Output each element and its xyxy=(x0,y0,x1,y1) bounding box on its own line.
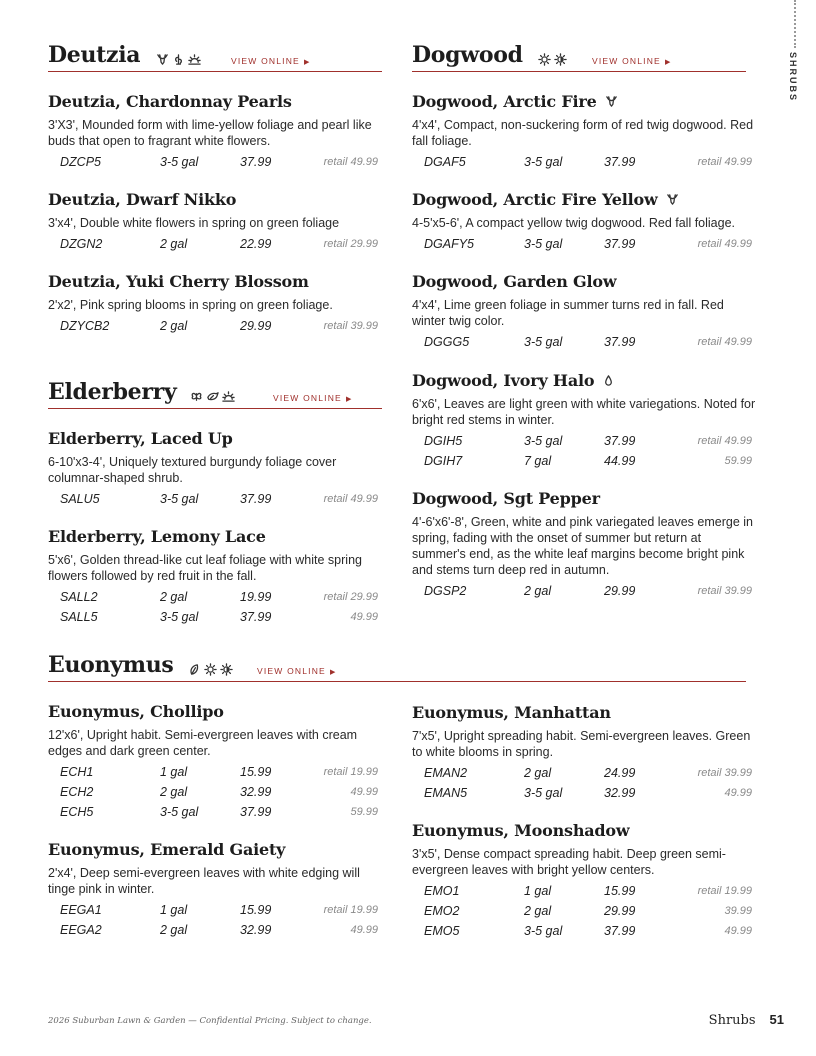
retail-price: retail 39.99 xyxy=(697,767,752,779)
product-name-text: Euonymus, Chollipo xyxy=(48,702,224,721)
butterfly-icon xyxy=(190,390,203,403)
product-euonymus-moonshadow xyxy=(412,821,756,942)
product-name-text: Euonymus, Moonshadow xyxy=(412,821,630,840)
product-name xyxy=(412,190,756,209)
product-description: 3'x4', Double white flowers in spring on green foliage xyxy=(48,216,340,230)
product-name xyxy=(412,92,756,111)
sun-icon xyxy=(222,390,235,403)
price: 37.99 xyxy=(240,805,272,819)
sku: EMO2 xyxy=(424,904,460,918)
retail-price: retail 19.99 xyxy=(697,885,752,897)
sku: SALL5 xyxy=(60,610,98,624)
product-name xyxy=(412,272,756,291)
price: 32.99 xyxy=(240,785,272,799)
sun-icon xyxy=(538,53,551,66)
deer-resistant-icon xyxy=(666,193,679,206)
retail-price: retail 49.99 xyxy=(697,156,752,168)
container-size: 3-5 gal xyxy=(524,434,563,448)
container-size: 3-5 gal xyxy=(524,237,563,251)
retail-price: 39.99 xyxy=(724,905,752,917)
container-size: 2 gal xyxy=(160,237,188,251)
footer-section-name: Shrubs xyxy=(708,1013,756,1028)
sku: ECH2 xyxy=(60,785,94,799)
retail-price: 49.99 xyxy=(350,786,378,798)
price: 37.99 xyxy=(604,237,636,251)
deer-resistant-icon xyxy=(156,53,169,66)
price: 37.99 xyxy=(240,492,272,506)
product-name xyxy=(412,371,756,390)
price: 37.99 xyxy=(604,155,636,169)
price-row xyxy=(412,902,756,922)
sku: SALU5 xyxy=(60,492,100,506)
container-size: 3-5 gal xyxy=(524,786,563,800)
sku: DZCP5 xyxy=(60,155,101,169)
product-name xyxy=(48,272,382,291)
sku: DGSP2 xyxy=(424,584,467,598)
product-name xyxy=(412,489,756,508)
product-name xyxy=(412,821,756,840)
price: 32.99 xyxy=(604,786,636,800)
product-description: 12'x6', Upright habit. Semi-evergreen leaves with cream edges and dark green center. xyxy=(48,728,358,758)
product-name-text: Euonymus, Emerald Gaiety xyxy=(48,840,286,859)
container-size: 3-5 gal xyxy=(160,155,199,169)
sku: DGIH5 xyxy=(424,434,463,448)
price-row xyxy=(48,921,382,941)
retail-price: retail 49.99 xyxy=(697,336,752,348)
sku: ECH5 xyxy=(60,805,94,819)
view-online-link[interactable] xyxy=(257,666,337,676)
retail-price: 49.99 xyxy=(724,787,752,799)
price: 15.99 xyxy=(604,884,636,898)
product-description: 4'x4', Compact, non-suckering form of red twig dogwood. Red fall foliage. xyxy=(412,118,754,148)
container-size: 2 gal xyxy=(524,904,552,918)
sku: DGAFY5 xyxy=(424,237,475,251)
sku: EEGA1 xyxy=(60,903,102,917)
footer-note: 2026 Suburban Lawn & Garden — Confidential Pricing. Subject to change. xyxy=(48,1016,372,1026)
container-size: 3-5 gal xyxy=(524,155,563,169)
container-size: 1 gal xyxy=(524,884,552,898)
deer-resistant-icon xyxy=(605,95,618,108)
product-description: 4'-6'x6'-8', Green, white and pink variegated leaves emerge in spring, fading with the onset of summer but return at summer's end, as the white leaf margins become bright pink and stems turn deep red in autumn. xyxy=(412,515,753,577)
sku: DZYCB2 xyxy=(60,319,110,333)
container-size: 2 gal xyxy=(524,766,552,780)
section-icons xyxy=(156,53,201,66)
product-name xyxy=(48,92,382,111)
price-row xyxy=(412,582,756,602)
product-name xyxy=(412,703,756,722)
price-row xyxy=(412,922,756,942)
sun-icon xyxy=(204,663,217,676)
container-size: 2 gal xyxy=(160,923,188,937)
container-size: 1 gal xyxy=(160,765,188,779)
price-row xyxy=(412,764,756,784)
container-size: 3-5 gal xyxy=(160,492,199,506)
product-name-text: Dogwood, Sgt Pepper xyxy=(412,489,600,508)
product-euonymus-chollipo xyxy=(48,702,382,823)
sun-icon xyxy=(188,53,201,66)
view-online-link[interactable] xyxy=(592,56,672,66)
price: 32.99 xyxy=(240,923,272,937)
pollinator-icon xyxy=(172,53,185,66)
container-size: 2 gal xyxy=(160,319,188,333)
product-description: 6'x6', Leaves are light green with white variegations. Noted for bright red stems in winter. xyxy=(412,397,756,427)
play-arrow-icon: ▶ xyxy=(345,396,353,403)
container-size: 3-5 gal xyxy=(524,924,563,938)
retail-price: 49.99 xyxy=(724,925,752,937)
product-euonymus-manhattan xyxy=(412,703,756,804)
sku: DGAF5 xyxy=(424,155,466,169)
product-name-text: Euonymus, Manhattan xyxy=(412,703,611,722)
product-deutzia-dwarf-nikko xyxy=(48,190,382,255)
container-size: 2 gal xyxy=(160,785,188,799)
product-name-text: Dogwood, Ivory Halo xyxy=(412,371,595,390)
price-row xyxy=(48,783,382,803)
product-name-text: Deutzia, Dwarf Nikko xyxy=(48,190,237,209)
section-icons xyxy=(538,53,567,66)
price: 37.99 xyxy=(604,924,636,938)
retail-price: 59.99 xyxy=(350,806,378,818)
play-arrow-icon: ▶ xyxy=(664,59,672,66)
product-name-text: Elderberry, Laced Up xyxy=(48,429,233,448)
part-sun-icon xyxy=(554,53,567,66)
section-icons xyxy=(190,390,235,403)
price-row xyxy=(412,235,756,255)
price-row xyxy=(412,882,756,902)
retail-price: retail 49.99 xyxy=(697,238,752,250)
price: 24.99 xyxy=(604,766,636,780)
side-tab-label: SHRUBS xyxy=(788,52,798,103)
product-deutzia-chardonnay-pearls xyxy=(48,92,382,173)
price: 29.99 xyxy=(240,319,272,333)
section-header-euonymus xyxy=(48,652,746,682)
product-description: 3'x5', Dense compact spreading habit. Deep green semi-evergreen leaves with bright yellow centers. xyxy=(412,847,726,877)
product-description: 4'x4', Lime green foliage in summer turns red in fall. Red winter twig color. xyxy=(412,298,724,328)
price-row xyxy=(412,452,756,472)
product-dogwood-arctic-fire-yellow xyxy=(412,190,756,255)
price: 29.99 xyxy=(604,904,636,918)
price: 44.99 xyxy=(604,454,636,468)
price-row xyxy=(48,763,382,783)
price: 37.99 xyxy=(240,610,272,624)
sku: EMAN2 xyxy=(424,766,468,780)
product-name xyxy=(48,190,382,209)
section-icons xyxy=(188,663,233,676)
sku: DZGN2 xyxy=(60,237,103,251)
section-title: Elderberry xyxy=(48,379,177,405)
price: 22.99 xyxy=(240,237,272,251)
product-description: 5'x6', Golden thread-like cut leaf foliage with white spring flowers followed by red fruit in the fall. xyxy=(48,553,362,583)
price-row xyxy=(48,901,382,921)
price-row xyxy=(412,333,756,353)
container-size: 2 gal xyxy=(160,590,188,604)
retail-price: retail 39.99 xyxy=(697,585,752,597)
retail-price: 49.99 xyxy=(350,924,378,936)
product-dogwood-ivory-halo xyxy=(412,371,756,472)
sku: EMO5 xyxy=(424,924,460,938)
price-row xyxy=(48,235,382,255)
container-size: 7 gal xyxy=(524,454,552,468)
price: 37.99 xyxy=(240,155,272,169)
price-row xyxy=(412,432,756,452)
view-online-link[interactable] xyxy=(273,393,353,403)
product-name xyxy=(48,702,382,721)
price: 19.99 xyxy=(240,590,272,604)
section-header-deutzia xyxy=(48,42,382,72)
section-header-elderberry xyxy=(48,379,382,409)
price-row xyxy=(48,588,382,608)
sku: DGIH7 xyxy=(424,454,463,468)
view-online-label[interactable]: VIEW ONLINE xyxy=(592,56,661,66)
product-name-text: Deutzia, Chardonnay Pearls xyxy=(48,92,292,111)
retail-price: 59.99 xyxy=(724,455,752,467)
retail-price: retail 19.99 xyxy=(323,766,378,778)
product-description: 2'x2', Pink spring blooms in spring on green foliage. xyxy=(48,298,333,312)
container-size: 3-5 gal xyxy=(524,335,563,349)
section-title: Euonymus xyxy=(48,652,174,678)
product-description: 2'x4', Deep semi-evergreen leaves with white edging will tinge pink in winter. xyxy=(48,866,360,896)
product-description: 7'x5', Upright spreading habit. Semi-evergreen leaves. Green to white blooms in spring. xyxy=(412,729,751,759)
side-tab xyxy=(788,0,802,110)
sku: DGGG5 xyxy=(424,335,470,349)
retail-price: 49.99 xyxy=(350,611,378,623)
retail-price: retail 19.99 xyxy=(323,904,378,916)
section-title: Dogwood xyxy=(412,42,523,68)
price-row xyxy=(48,608,382,628)
section-title: Deutzia xyxy=(48,42,141,68)
view-online-link[interactable] xyxy=(231,56,311,66)
sku: EMO1 xyxy=(424,884,460,898)
price: 15.99 xyxy=(240,903,272,917)
product-name xyxy=(48,527,382,546)
container-size: 2 gal xyxy=(524,584,552,598)
play-arrow-icon: ▶ xyxy=(303,59,311,66)
price: 37.99 xyxy=(604,434,636,448)
view-online-label[interactable]: VIEW ONLINE xyxy=(273,393,342,403)
sku: SALL2 xyxy=(60,590,98,604)
product-euonymus-emerald-gaiety xyxy=(48,840,382,941)
price-row xyxy=(48,490,382,510)
retail-price: retail 29.99 xyxy=(323,591,378,603)
view-online-label[interactable]: VIEW ONLINE xyxy=(231,56,300,66)
price: 29.99 xyxy=(604,584,636,598)
product-name-text: Dogwood, Garden Glow xyxy=(412,272,617,291)
section-header-dogwood xyxy=(412,42,746,72)
product-name xyxy=(48,429,382,448)
product-description: 6-10'x3-4', Uniquely textured burgundy foliage cover columnar-shaped shrub. xyxy=(48,455,337,485)
sku: ECH1 xyxy=(60,765,94,779)
bird-icon xyxy=(206,390,219,403)
container-size: 1 gal xyxy=(160,903,188,917)
price-row xyxy=(48,803,382,823)
price-row xyxy=(412,784,756,804)
product-dogwood-garden-glow xyxy=(412,272,756,353)
product-description: 4-5'x5-6', A compact yellow twig dogwood. Red fall foliage. xyxy=(412,216,736,230)
side-tab-dots xyxy=(794,0,796,48)
part-sun-icon xyxy=(220,663,233,676)
page-number: 51 xyxy=(769,1012,784,1027)
product-deutzia-yuki-cherry-blossom xyxy=(48,272,382,337)
price-row xyxy=(48,153,382,173)
price: 15.99 xyxy=(240,765,272,779)
leaf-icon xyxy=(188,663,201,676)
view-online-label[interactable]: VIEW ONLINE xyxy=(257,666,326,676)
product-elderberry-lemony-lace xyxy=(48,527,382,628)
product-dogwood-sgt-pepper xyxy=(412,489,756,602)
product-description: 3'X3', Mounded form with lime-yellow foliage and pearl like buds that open to fragrant white flowers. xyxy=(48,118,372,148)
product-name-text: Deutzia, Yuki Cherry Blossom xyxy=(48,272,309,291)
product-dogwood-arctic-fire xyxy=(412,92,756,173)
container-size: 3-5 gal xyxy=(160,610,199,624)
retail-price: retail 49.99 xyxy=(323,493,378,505)
product-name-text: Dogwood, Arctic Fire Yellow xyxy=(412,190,658,209)
play-arrow-icon: ▶ xyxy=(329,669,337,676)
price-row xyxy=(48,317,382,337)
product-name xyxy=(48,840,382,859)
price-row xyxy=(412,153,756,173)
product-name-text: Dogwood, Arctic Fire xyxy=(412,92,597,111)
container-size: 3-5 gal xyxy=(160,805,199,819)
product-name-text: Elderberry, Lemony Lace xyxy=(48,527,266,546)
retail-price: retail 39.99 xyxy=(323,320,378,332)
retail-price: retail 29.99 xyxy=(323,238,378,250)
sku: EMAN5 xyxy=(424,786,468,800)
footer-page-info xyxy=(709,1012,784,1028)
retail-price: retail 49.99 xyxy=(323,156,378,168)
sku: EEGA2 xyxy=(60,923,102,937)
retail-price: retail 49.99 xyxy=(697,435,752,447)
price: 37.99 xyxy=(604,335,636,349)
product-elderberry-laced-up xyxy=(48,429,382,510)
water-drop-icon xyxy=(602,374,615,387)
